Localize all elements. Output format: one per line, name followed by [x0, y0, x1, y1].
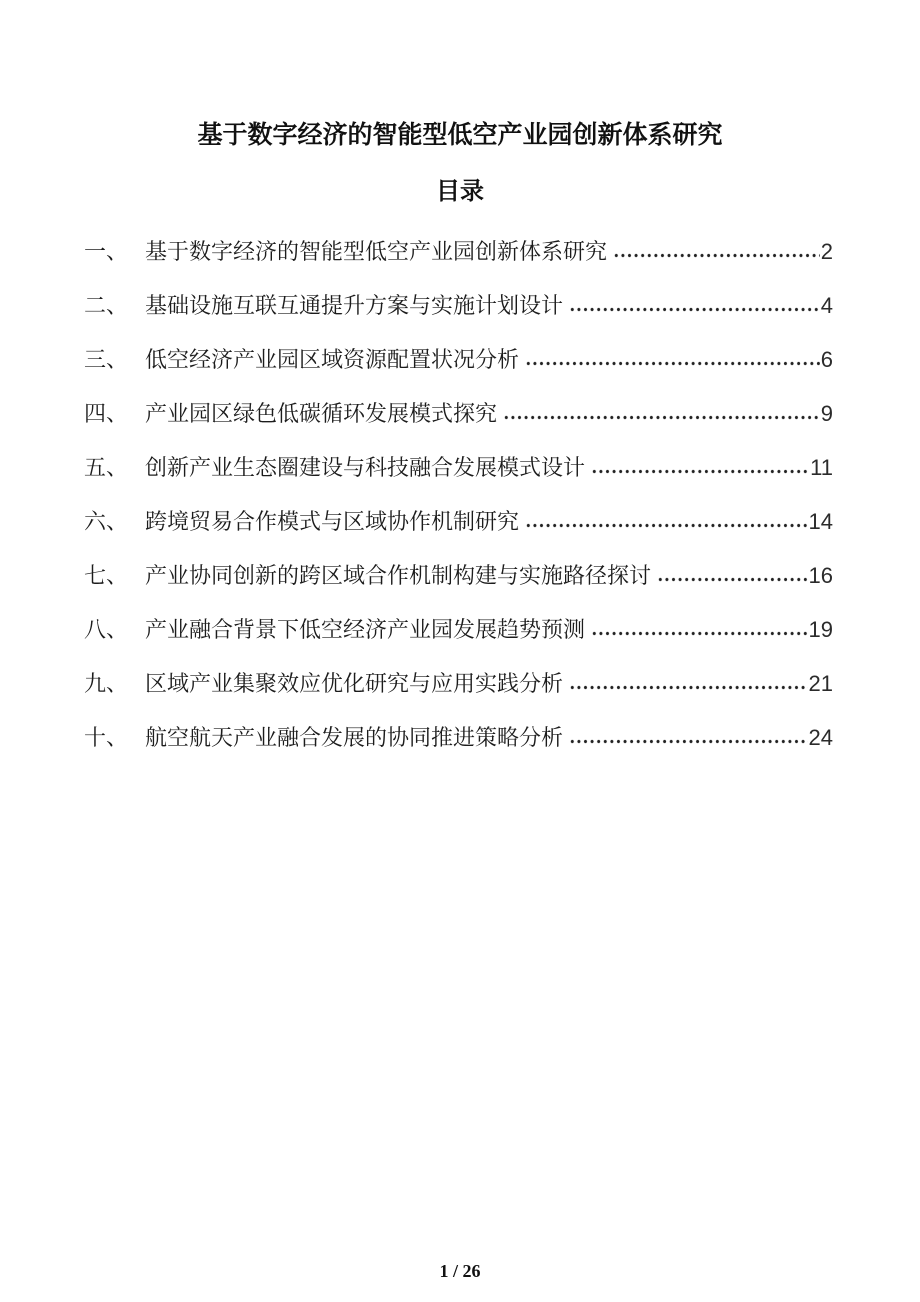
toc-entry-7[interactable]: [84, 562, 833, 590]
toc-entry-page: 24: [808, 725, 833, 750]
toc-entry-number: 三、: [84, 347, 129, 372]
toc-entry-title: 跨境贸易合作模式与区域协作机制研究: [145, 509, 520, 534]
toc-list: [84, 238, 833, 752]
toc-dot-leader: [591, 630, 808, 637]
toc-entry-page: 6: [820, 347, 833, 372]
toc-entry-5[interactable]: [84, 454, 833, 482]
toc-entry-4[interactable]: [84, 400, 833, 428]
toc-entry-3[interactable]: [84, 346, 833, 374]
toc-entry-6[interactable]: [84, 508, 833, 536]
toc-dot-leader: [569, 738, 808, 745]
toc-entry-title: 产业协同创新的跨区域合作机制构建与实施路径探讨: [145, 563, 652, 588]
toc-entry-2[interactable]: [84, 292, 833, 320]
toc-entry-number: 六、: [84, 509, 129, 534]
toc-entry-8[interactable]: [84, 616, 833, 644]
toc-entry-page: 21: [808, 671, 833, 696]
toc-entry-title: 产业融合背景下低空经济产业园发展趋势预测: [145, 617, 586, 642]
toc-entry-title: 低空经济产业园区域资源配置状况分析: [145, 347, 520, 372]
toc-dot-leader: [525, 360, 820, 367]
toc-entry-10[interactable]: [84, 724, 833, 752]
document-title: 基于数字经济的智能型低空产业园创新体系研究: [197, 121, 723, 149]
toc-entry-page: 19: [808, 617, 833, 642]
toc-entry-title: 创新产业生态圈建设与科技融合发展模式设计: [145, 455, 586, 480]
toc-dot-leader: [503, 414, 820, 421]
toc-entry-page: 14: [808, 509, 833, 534]
toc-entry-page: 16: [808, 563, 833, 588]
toc-entry-number: 四、: [84, 401, 129, 426]
toc-entry-number: 九、: [84, 671, 129, 696]
toc-dot-leader: [569, 684, 808, 691]
page-number-indicator: 1 / 26: [439, 1261, 481, 1281]
toc-entry-number: 二、: [84, 293, 129, 318]
toc-dot-leader: [591, 468, 809, 475]
toc-heading: 目录: [436, 178, 484, 205]
toc-entry-title: 航空航天产业融合发展的协同推进策略分析: [145, 725, 564, 750]
toc-entry-9[interactable]: [84, 670, 833, 698]
toc-entry-page: 4: [820, 293, 833, 318]
toc-entry-title: 产业园区绿色低碳循环发展模式探究: [145, 401, 498, 426]
toc-entry-number: 七、: [84, 563, 129, 588]
toc-entry-page: 11: [810, 455, 833, 480]
toc-entry-number: 一、: [84, 239, 129, 264]
toc-entry-title: 基于数字经济的智能型低空产业园创新体系研究: [145, 239, 608, 264]
toc-entry-number: 五、: [84, 455, 129, 480]
toc-entry-page: 2: [820, 239, 833, 264]
toc-entry-title: 基础设施互联互通提升方案与实施计划设计: [145, 293, 564, 318]
toc-entry-title: 区域产业集聚效应优化研究与应用实践分析: [145, 671, 564, 696]
toc-entry-page: 9: [820, 401, 833, 426]
toc-dot-leader: [525, 522, 808, 529]
toc-entry-1[interactable]: [84, 238, 833, 266]
toc-dot-leader: [569, 306, 820, 313]
toc-dot-leader: [657, 576, 808, 583]
toc-entry-number: 十、: [84, 725, 129, 750]
toc-entry-number: 八、: [84, 617, 129, 642]
toc-dot-leader: [613, 252, 820, 259]
